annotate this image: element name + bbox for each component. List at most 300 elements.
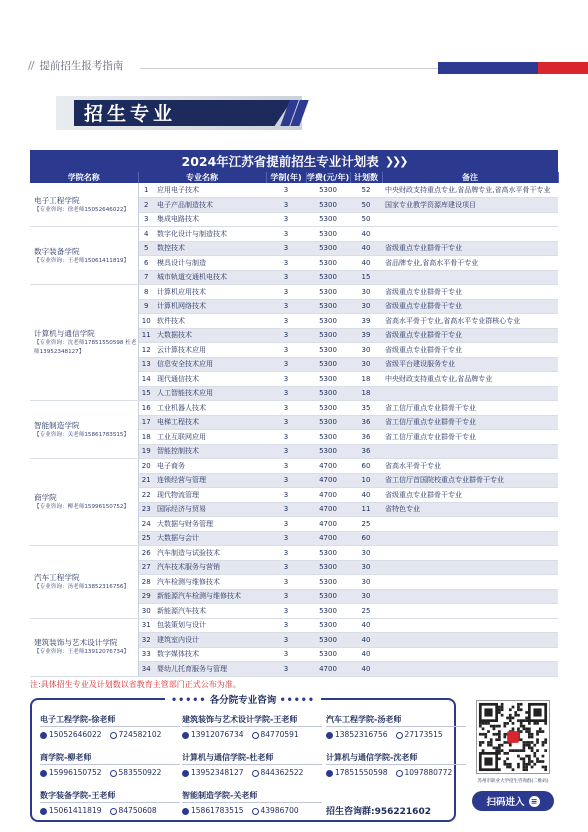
plan-cell: 40: [350, 488, 382, 503]
phone-icon: [326, 732, 333, 739]
table-title-bar: [30, 150, 558, 172]
row-number: 20: [138, 459, 154, 474]
years-cell: 3: [266, 488, 306, 503]
note-cell: 省工信厅重点专业群骨干专业: [382, 415, 558, 430]
years-cell: 3: [266, 415, 306, 430]
fee-cell: 5300: [306, 285, 350, 300]
major-name: 婴幼儿托育服务与管理: [154, 662, 266, 677]
phone-group: [182, 768, 244, 777]
phone-icon: [40, 732, 47, 739]
fee-cell: 4700: [306, 502, 350, 517]
contact-name: 建筑装饰与艺术设计学院-王老师: [182, 714, 322, 727]
years-cell: 3: [266, 430, 306, 445]
contact-phone[interactable]: 15052646022: [49, 730, 102, 739]
note-cell: 国家专业教学资源库建设项目: [382, 198, 558, 213]
wechat-icon: [252, 770, 259, 777]
major-name: 工业互联网应用: [154, 430, 266, 445]
phone-icon: [326, 770, 333, 777]
note-cell: [382, 560, 558, 575]
wechat-group: [110, 768, 162, 777]
major-name: 现代通信技术: [154, 372, 266, 387]
note-cell: [382, 444, 558, 459]
table-row: [30, 227, 558, 242]
note-cell: [382, 647, 558, 662]
fee-cell: 5300: [306, 560, 350, 575]
years-cell: 3: [266, 270, 306, 285]
years-cell: 3: [266, 517, 306, 532]
phone-group: [326, 730, 388, 739]
note-cell: [382, 517, 558, 532]
note-cell: 省工信厅重点专业群骨干专业: [382, 430, 558, 445]
years-cell: 3: [266, 560, 306, 575]
header-divider: [140, 68, 440, 69]
contact-phones: [326, 768, 466, 777]
header-years: 学制(年): [266, 172, 306, 183]
plan-cell: 30: [350, 560, 382, 575]
major-name: 智能控制技术: [154, 444, 266, 459]
plan-cell: 40: [350, 241, 382, 256]
row-number: 7: [138, 270, 154, 285]
contact-phone[interactable]: 15861783515: [191, 806, 244, 815]
major-name: 大数据技术: [154, 328, 266, 343]
major-name: 应用电子技术: [154, 183, 266, 198]
plan-cell: 11: [350, 502, 382, 517]
college-name: 建筑装饰与艺术设计学院: [34, 638, 118, 647]
years-cell: 3: [266, 459, 306, 474]
contact-phone[interactable]: 17851550598: [335, 768, 388, 777]
note-cell: 中央财政支持重点专业,省品牌专业: [382, 372, 558, 387]
contact-phones: [326, 730, 466, 739]
row-number: 15: [138, 386, 154, 401]
contact-phone[interactable]: 13952348127: [191, 768, 244, 777]
phone-icon: [182, 732, 189, 739]
contact-name: 计算机与通信学院-沈老师: [326, 752, 466, 765]
row-number: 33: [138, 647, 154, 662]
note-cell: 省高水平骨干专业,省高水平专业群核心专业: [382, 314, 558, 329]
major-name: 数字化设计与制造技术: [154, 227, 266, 242]
college-cell: [30, 459, 138, 546]
years-cell: 3: [266, 401, 306, 416]
row-number: 23: [138, 502, 154, 517]
fee-cell: 5300: [306, 314, 350, 329]
consult-contact: [182, 714, 322, 739]
plan-cell: 15: [350, 270, 382, 285]
row-number: 2: [138, 198, 154, 213]
wechat-icon: [110, 732, 117, 739]
consult-contact: [326, 714, 466, 739]
row-number: 22: [138, 488, 154, 503]
row-number: 9: [138, 299, 154, 314]
years-cell: 3: [266, 285, 306, 300]
fee-cell: 5300: [306, 256, 350, 271]
major-name: 数控技术: [154, 241, 266, 256]
consult-contact: [326, 752, 466, 777]
phone-group: [40, 768, 102, 777]
header-note: 备注: [382, 172, 558, 183]
phone-icon: [40, 808, 47, 815]
college-cell: [30, 546, 138, 619]
row-number: 16: [138, 401, 154, 416]
section-title-banner: [56, 96, 302, 130]
years-cell: 3: [266, 575, 306, 590]
consult-title: [165, 692, 321, 706]
plan-cell: 50: [350, 212, 382, 227]
row-number: 18: [138, 430, 154, 445]
major-name: 软件技术: [154, 314, 266, 329]
header-stripes: [438, 62, 588, 74]
note-cell: 省级重点专业群骨干专业: [382, 328, 558, 343]
dots-decoration: •••••: [279, 695, 315, 706]
wechat-group: [396, 768, 453, 777]
major-name: 云计算技术应用: [154, 343, 266, 358]
fee-cell: 5300: [306, 430, 350, 445]
major-name: 电子商务: [154, 459, 266, 474]
major-name: 城市轨道交通机电技术: [154, 270, 266, 285]
years-cell: 3: [266, 227, 306, 242]
plan-table-container: [30, 150, 558, 677]
years-cell: 3: [266, 473, 306, 488]
plan-cell: 40: [350, 647, 382, 662]
fee-cell: 5300: [306, 401, 350, 416]
wechat-icon: [252, 732, 259, 739]
note-cell: 省级重点专业群骨干专业: [382, 343, 558, 358]
years-cell: 3: [266, 241, 306, 256]
fee-cell: 4700: [306, 488, 350, 503]
row-number: 32: [138, 633, 154, 648]
college-cell: [30, 227, 138, 285]
note-cell: 省特色专业: [382, 502, 558, 517]
wechat-group: [110, 806, 157, 815]
phone-group: [40, 730, 102, 739]
phone-group: [182, 806, 244, 815]
years-cell: 3: [266, 212, 306, 227]
contact-phone[interactable]: 13912076734: [191, 730, 244, 739]
plan-cell: 30: [350, 299, 382, 314]
section-title: 招生专业: [84, 103, 177, 125]
major-name: 大数据与财务管理: [154, 517, 266, 532]
college-cell: [30, 285, 138, 401]
row-number: 5: [138, 241, 154, 256]
fee-cell: 4700: [306, 473, 350, 488]
fee-cell: 5300: [306, 618, 350, 633]
years-cell: 3: [266, 299, 306, 314]
fee-cell: 5300: [306, 328, 350, 343]
fee-cell: 5300: [306, 372, 350, 387]
qr-caption: 苏州市职业大学招生咨询群(二维码): [477, 779, 549, 784]
college-name: 数字装备学院: [34, 246, 80, 256]
row-number: 21: [138, 473, 154, 488]
fee-cell: 5300: [306, 343, 350, 358]
plan-cell: 36: [350, 430, 382, 445]
note-cell: 省级重点专业群骨干专业: [382, 488, 558, 503]
note-cell: [382, 618, 558, 633]
header-college: 学院名称: [30, 172, 138, 183]
major-name: 新能源汽车检测与维修技术: [154, 589, 266, 604]
row-number: 28: [138, 575, 154, 590]
plan-cell: 40: [350, 227, 382, 242]
group-number: 956221602: [374, 807, 431, 817]
fee-cell: 5300: [306, 357, 350, 372]
plan-cell: 60: [350, 459, 382, 474]
group-label: 招生咨询群:: [326, 807, 375, 817]
contact-phones: [182, 730, 322, 739]
years-cell: 3: [266, 647, 306, 662]
note-cell: [382, 633, 558, 648]
guide-title: 提前招生报考指南: [39, 60, 124, 72]
contact-wechat[interactable]: 583550922: [118, 768, 162, 777]
contact-name: 汽车工程学院-汤老师: [326, 714, 466, 727]
fee-cell: 4700: [306, 459, 350, 474]
plan-cell: 30: [350, 285, 382, 300]
major-name: 电子产品制造技术: [154, 198, 266, 213]
fee-cell: 5300: [306, 270, 350, 285]
plan-cell: 30: [350, 575, 382, 590]
phone-icon: [40, 770, 47, 777]
phone-group: [326, 768, 388, 777]
major-name: 国际经济与贸易: [154, 502, 266, 517]
college-contact: 【专业咨询：柳老师15996150752】: [34, 504, 130, 510]
college-name: 商学院: [34, 493, 57, 502]
years-cell: 3: [266, 444, 306, 459]
fee-cell: 5300: [306, 575, 350, 590]
wechat-group: [252, 768, 304, 777]
college-contact: 【专业咨询：关老师15861783515】: [34, 431, 130, 438]
plan-cell: 36: [350, 415, 382, 430]
row-number: 25: [138, 531, 154, 546]
note-cell: [382, 531, 558, 546]
note-cell: [382, 227, 558, 242]
years-cell: 3: [266, 198, 306, 213]
plan-cell: 40: [350, 662, 382, 677]
scan-button[interactable]: [472, 791, 554, 811]
footnote: 注:具体招生专业及计划数以省教育主管部门正式公布为准。: [30, 680, 241, 689]
header-plan: 计划数: [350, 172, 382, 183]
chevron-right-icon: ❯❯❯: [384, 154, 407, 168]
plan-cell: 25: [350, 517, 382, 532]
wechat-icon: [396, 732, 403, 739]
consult-contact: [40, 790, 180, 815]
contact-phones: [40, 806, 180, 815]
years-cell: 3: [266, 633, 306, 648]
row-number: 26: [138, 546, 154, 561]
wechat-icon: [110, 808, 117, 815]
row-number: 19: [138, 444, 154, 459]
fee-cell: 5300: [306, 227, 350, 242]
plan-cell: 40: [350, 256, 382, 271]
major-name: 大数据与会计: [154, 531, 266, 546]
table-header-row: [30, 172, 558, 183]
years-cell: 3: [266, 662, 306, 677]
fee-cell: 5300: [306, 647, 350, 662]
major-name: 汽车制造与试验技术: [154, 546, 266, 561]
wechat-icon: [396, 770, 403, 777]
wechat-icon: [110, 770, 117, 777]
fee-cell: 4700: [306, 517, 350, 532]
major-name: 工业机器人技术: [154, 401, 266, 416]
plan-cell: 40: [350, 633, 382, 648]
years-cell: 3: [266, 183, 306, 198]
row-number: 10: [138, 314, 154, 329]
plan-cell: 10: [350, 473, 382, 488]
plan-cell: 25: [350, 604, 382, 619]
major-name: 信息安全技术应用: [154, 357, 266, 372]
plan-cell: 39: [350, 314, 382, 329]
contact-wechat[interactable]: 724582102: [118, 730, 162, 739]
college-contact: 【专业咨询：王老师13912076734】: [34, 649, 130, 655]
row-number: 34: [138, 662, 154, 677]
fee-cell: 5300: [306, 386, 350, 401]
row-number: 4: [138, 227, 154, 242]
plan-cell: 50: [350, 198, 382, 213]
note-cell: [382, 662, 558, 677]
contact-phones: [182, 768, 322, 777]
consult-title-text: 各分院专业咨询: [209, 695, 277, 706]
years-cell: 3: [266, 531, 306, 546]
note-cell: [382, 604, 558, 619]
phone-icon: [182, 808, 189, 815]
contact-name: 计算机与通信学院-杜老师: [182, 752, 322, 765]
years-cell: 3: [266, 546, 306, 561]
college-cell: [30, 618, 138, 676]
contact-name: 电子工程学院-徐老师: [40, 714, 180, 727]
years-cell: 3: [266, 604, 306, 619]
consult-contact: [182, 752, 322, 777]
qr-section: [468, 698, 558, 822]
major-name: 新能源汽车技术: [154, 604, 266, 619]
wechat-group: [396, 730, 443, 739]
fee-cell: 5300: [306, 415, 350, 430]
menu-icon: ≡: [529, 796, 540, 807]
contact-wechat[interactable]: 844362522: [260, 768, 304, 777]
college-contact: 【专业咨询：王老师15061411819】: [34, 257, 130, 264]
college-contact: 【专业咨询：沈老师17851550598 杜老师13952348127】: [34, 340, 137, 355]
wechat-group: [252, 730, 299, 739]
consult-group: [326, 804, 431, 817]
fee-cell: 5300: [306, 212, 350, 227]
plan-cell: 18: [350, 386, 382, 401]
plan-cell: 30: [350, 589, 382, 604]
major-name: 计算机应用技术: [154, 285, 266, 300]
fee-cell: 4700: [306, 531, 350, 546]
row-number: 17: [138, 415, 154, 430]
plan-cell: 30: [350, 343, 382, 358]
major-name: 人工智能技术应用: [154, 386, 266, 401]
note-cell: 省高水平骨干专业: [382, 459, 558, 474]
fee-cell: 4700: [306, 662, 350, 677]
note-cell: [382, 386, 558, 401]
wechat-icon: [252, 808, 259, 815]
fee-cell: 5300: [306, 604, 350, 619]
table-row: [30, 401, 558, 416]
fee-cell: 5300: [306, 444, 350, 459]
contact-phones: [40, 768, 180, 777]
wechat-group: [110, 730, 162, 739]
consult-contact: [40, 714, 180, 739]
row-number: 6: [138, 256, 154, 271]
row-number: 30: [138, 604, 154, 619]
table-row: [30, 459, 558, 474]
note-cell: 省级重点专业群骨干专业: [382, 299, 558, 314]
note-cell: 省级平台建设服务专业: [382, 357, 558, 372]
row-number: 31: [138, 618, 154, 633]
phone-group: [182, 730, 244, 739]
note-cell: 省级重点专业群骨干专业: [382, 285, 558, 300]
table-title: 2024年江苏省提前招生专业计划表: [181, 154, 379, 169]
plan-cell: 52: [350, 183, 382, 198]
major-name: 电梯工程技术: [154, 415, 266, 430]
major-name: 集成电路技术: [154, 212, 266, 227]
contact-phones: [40, 730, 180, 739]
note-cell: 省级重点专业群骨干专业: [382, 241, 558, 256]
note-cell: [382, 589, 558, 604]
years-cell: 3: [266, 357, 306, 372]
contact-wechat[interactable]: 84770591: [260, 730, 299, 739]
plan-cell: 40: [350, 618, 382, 633]
note-cell: 中央财政支持重点专业,省品牌专业,省高水平骨干专业: [382, 183, 558, 198]
note-cell: 省品牌专业,省高水平骨干专业: [382, 256, 558, 271]
college-name: 电子工程学院: [34, 195, 80, 205]
contact-phone[interactable]: 15996150752: [49, 768, 102, 777]
fee-cell: 5300: [306, 299, 350, 314]
contact-wechat[interactable]: 43986700: [260, 806, 299, 815]
major-name: 计算机网络技术: [154, 299, 266, 314]
plan-cell: 35: [350, 401, 382, 416]
years-cell: 3: [266, 386, 306, 401]
table-row: [30, 618, 558, 633]
contact-phone[interactable]: 15061411819: [49, 806, 102, 815]
scan-label: 扫码进入: [486, 797, 525, 808]
plan-table: [30, 172, 559, 677]
contact-phone[interactable]: 13852316756: [335, 730, 388, 739]
note-cell: 省工信厅首国院校重点专业群骨干专业: [382, 473, 558, 488]
table-row: [30, 183, 558, 198]
contact-name: 数字装备学院-王老师: [40, 790, 180, 803]
contact-wechat[interactable]: 1097880772: [404, 768, 453, 777]
contact-phones: [182, 806, 322, 815]
consult-contact: [40, 752, 180, 777]
qr-code[interactable]: [476, 700, 550, 774]
college-name: 计算机与通信学院: [34, 329, 95, 338]
contact-wechat[interactable]: 27173515: [404, 730, 443, 739]
note-cell: [382, 212, 558, 227]
row-number: 1: [138, 183, 154, 198]
fee-cell: 5300: [306, 241, 350, 256]
years-cell: 3: [266, 618, 306, 633]
table-row: [30, 285, 558, 300]
header-major: 专业名称: [138, 172, 266, 183]
header-fee: 学费(元/年): [306, 173, 350, 182]
note-cell: [382, 546, 558, 561]
row-number: 8: [138, 285, 154, 300]
contact-wechat[interactable]: 84750608: [118, 806, 157, 815]
row-number: 29: [138, 589, 154, 604]
years-cell: 3: [266, 314, 306, 329]
college-contact: 【专业咨询：徐老师15052646022】: [34, 206, 130, 213]
years-cell: 3: [266, 256, 306, 271]
fee-cell: 5300: [306, 633, 350, 648]
fee-cell: 5300: [306, 183, 350, 198]
dots-decoration: •••••: [171, 695, 207, 706]
major-name: 模具设计与制造: [154, 256, 266, 271]
note-cell: 省工信厅重点专业群骨干专业: [382, 401, 558, 416]
plan-cell: 30: [350, 546, 382, 561]
college-cell: [30, 183, 138, 227]
consult-panel: [30, 695, 456, 822]
slash-decoration: //: [28, 59, 34, 72]
years-cell: 3: [266, 502, 306, 517]
row-number: 12: [138, 343, 154, 358]
major-name: 建筑室内设计: [154, 633, 266, 648]
